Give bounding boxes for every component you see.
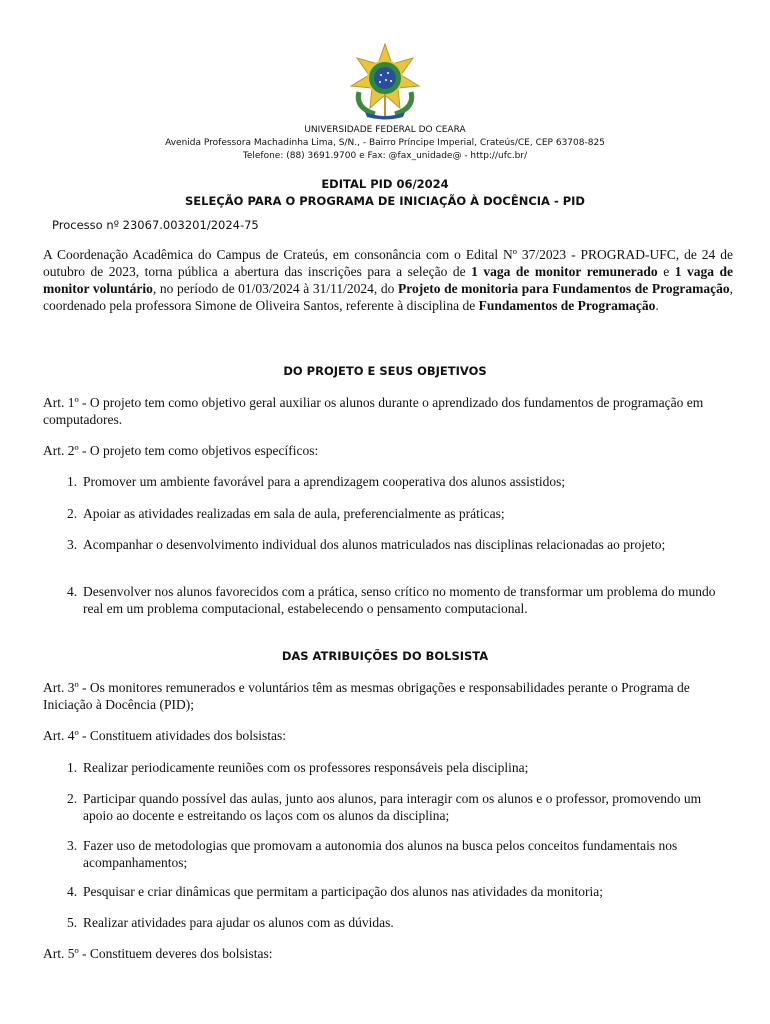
list-item: 3. Acompanhar o desenvolvimento individual dos alunos matriculados nas disciplinas relacionadas ao projeto; [67, 537, 666, 552]
list-item: 4. Pesquisar e criar dinâmicas que permitam a participação dos alunos nas atividades da monitoria; [67, 884, 603, 899]
brazil-coat-of-arms-icon [345, 42, 425, 120]
list-item: 1. Realizar periodicamente reuniões com os professores responsáveis pela disciplina; [67, 760, 529, 775]
section-heading-objetivos: DO PROJETO E SEUS OBJETIVOS [283, 364, 487, 378]
edital-subtitle: SELEÇÃO PARA O PROGRAMA DE INICIAÇÃO À DOCÊNCIA - PID [185, 194, 585, 208]
university-address: Avenida Professora Machadinha Lima, S/N., - Bairro Príncipe Imperial, Crateús/CE, CEP 63708-825 [165, 138, 605, 148]
article-3: Art. 3º - Os monitores remunerados e voluntários têm as mesmas obrigações e responsabilidades perante o Programa de Iniciação à Docência (PID); [43, 680, 690, 712]
list-item: 3. Fazer uso de metodologias que promovam a autonomia dos alunos na busca pelos conceitos fundamentais nos acompanhamentos; [67, 838, 678, 870]
intro-paragraph: A Coordenação Acadêmica do Campus de Crateús, em consonância com o Edital Nº 37/2023 - PROGRAD-UFC, de 24 de outubro de 2023, torna pública a abertura das inscrições para a seleção de 1 vaga de monitor remunerado e 1 vaga de monitor voluntário, no período de 01/03/2024 à 31/11/2024, do Projeto de monitoria para Fundamentos de Programação, coordenado pela professora Simone de Oliveira Santos, referente à disciplina de Fundamentos de Programação. [43, 247, 733, 313]
list-item: 1. Promover um ambiente favorável para a aprendizagem cooperativa dos alunos assistidos; [67, 474, 566, 489]
article-5: Art. 5º - Constituem deveres dos bolsistas: [43, 946, 273, 961]
list-item: 4. Desenvolver nos alunos favorecidos com a prática, senso crítico no momento de transformar um problema do mundo real em um problema computacional, estabelecendo o pensamento computacional. [67, 584, 716, 616]
article-2: Art. 2º - O projeto tem como objetivos específicos: [43, 443, 319, 458]
list-item: 5. Realizar atividades para ajudar os alunos com as dúvidas. [67, 915, 394, 930]
university-contact: Telefone: (88) 3691.9700 e Fax: @fax_unidade@ - http://ufc.br/ [242, 151, 528, 161]
article-4: Art. 4º - Constituem atividades dos bolsistas: [43, 728, 287, 743]
university-name: UNIVERSIDADE FEDERAL DO CEARA [304, 125, 466, 135]
article-1: Art. 1º - O projeto tem como objetivo geral auxiliar os alunos durante o aprendizado dos fundamentos de programação em computadores. [43, 395, 704, 427]
processo-number: Processo nº 23067.003201/2024-75 [52, 218, 259, 232]
list-item: 2. Apoiar as atividades realizadas em sala de aula, preferencialmente as práticas; [67, 506, 505, 521]
list-item: 2. Participar quando possível das aulas, junto aos alunos, para interagir com os alunos e o professor, promovendo um apoio ao docente e estreitando os laços com os alunos da disciplina; [67, 791, 702, 823]
edital-title: EDITAL PID 06/2024 [321, 177, 449, 191]
section-heading-atribuicoes: DAS ATRIBUIÇÕES DO BOLSISTA [281, 649, 489, 663]
